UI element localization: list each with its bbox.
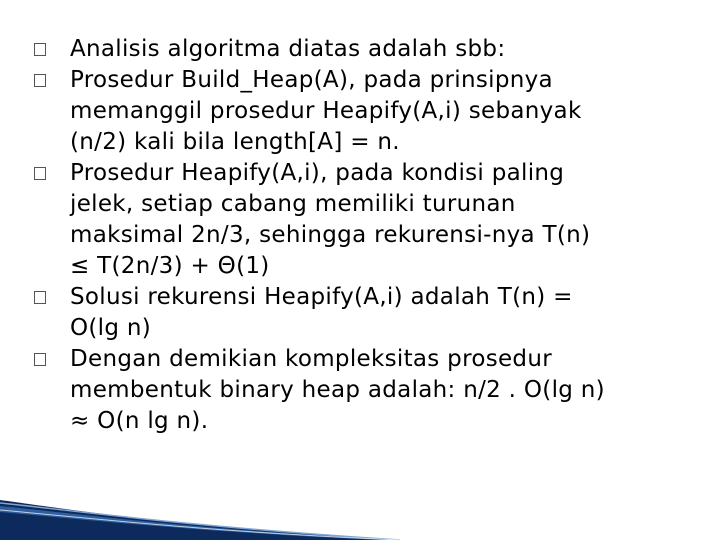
bullet-text: O(lg n) (70, 315, 152, 341)
bullet-text: ≈ O(n lg n). (70, 408, 209, 434)
bullet-text: Dengan demikian kompleksitas prosedur (70, 346, 552, 372)
bullet-text: maksimal 2n/3, sehingga rekurensi-nya T(n) (70, 222, 591, 248)
bullet-text: (n/2) kali bila length[A] = n. (70, 129, 400, 155)
square-bullet-icon (34, 167, 46, 180)
bullet-item-kompleksitas (30, 344, 680, 437)
square-bullet-icon (34, 353, 46, 366)
bullet-text: Prosedur Build_Heap(A), pada prinsipnya (70, 67, 553, 93)
square-bullet-icon (34, 291, 46, 304)
bullet-item-heapify (30, 158, 680, 282)
bullet-text: Solusi rekurensi Heapify(A,i) adalah T(n) = (70, 284, 573, 310)
bullet-list (30, 34, 680, 437)
decorative-swoosh (0, 450, 400, 540)
bullet-text: membentuk binary heap adalah: n/2 . O(lg n) (70, 377, 605, 403)
square-bullet-icon (34, 74, 46, 87)
bullet-item-solusi (30, 282, 680, 344)
bullet-text: Prosedur Heapify(A,i), pada kondisi paling (70, 160, 565, 186)
bullet-text: Analisis algoritma diatas adalah sbb: (70, 36, 506, 62)
bullet-item-analisis (30, 34, 680, 65)
bullet-text: memanggil prosedur Heapify(A,i) sebanyak (70, 98, 582, 124)
swoosh-band-dark (0, 500, 400, 540)
bullet-item-build-heap (30, 65, 680, 158)
bullet-text: ≤ T(2n/3) + Θ(1) (70, 253, 270, 279)
bullet-text: jelek, setiap cabang memiliki turunan (70, 191, 516, 217)
square-bullet-icon (34, 43, 46, 56)
